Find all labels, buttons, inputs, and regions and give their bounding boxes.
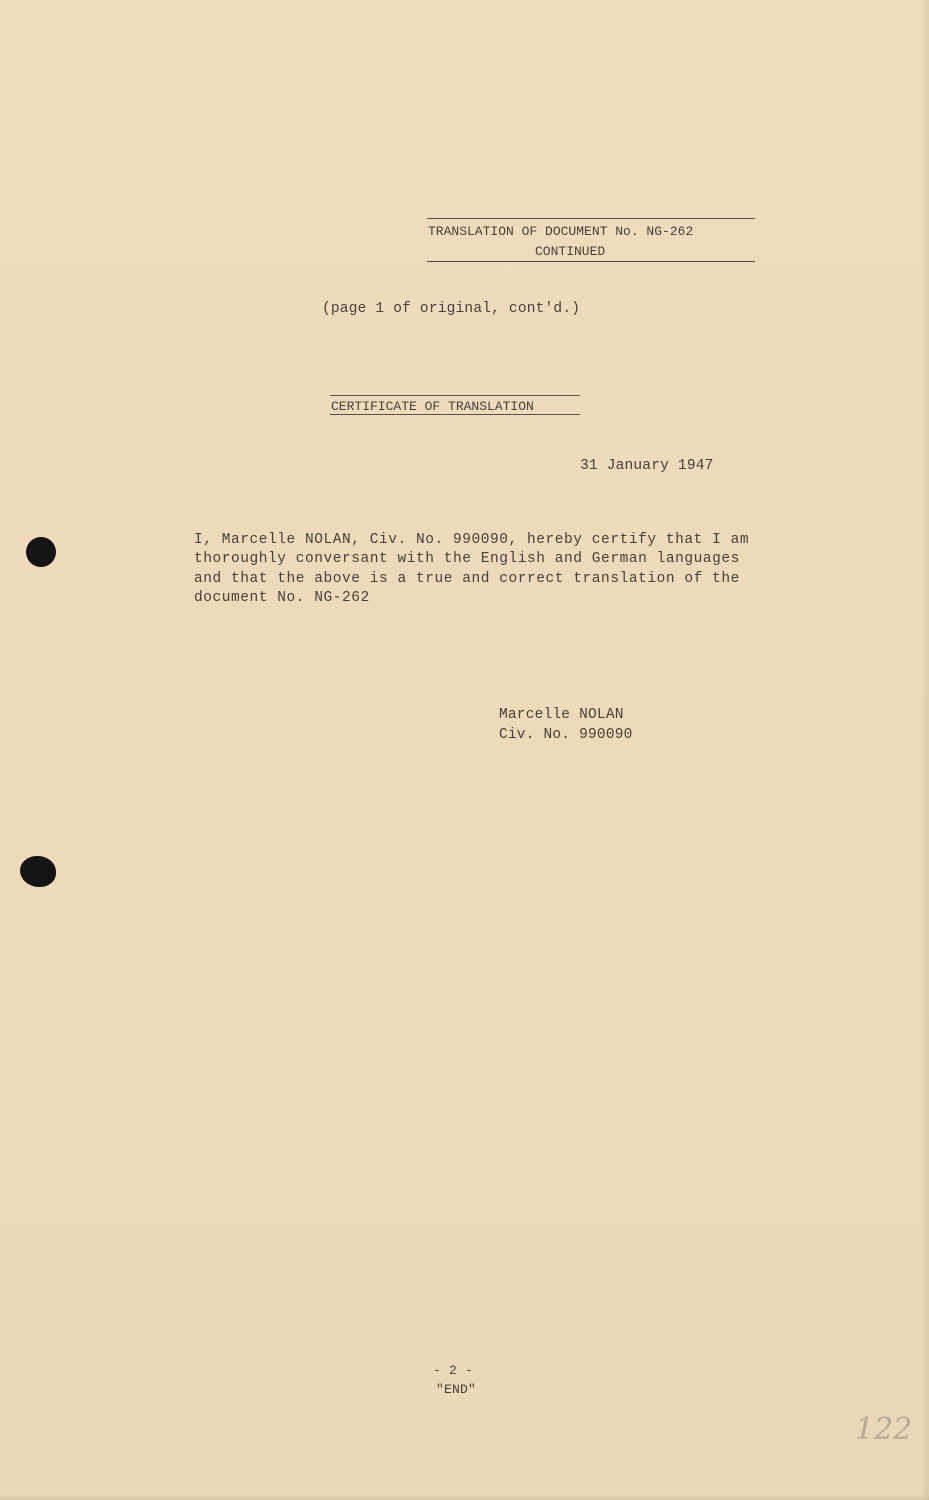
signature-civ-no: Civ. No. 990090: [499, 727, 633, 743]
certificate-top-rule: [330, 395, 580, 396]
punch-hole-top: [26, 537, 56, 567]
header-bottom-rule: [427, 261, 755, 262]
document-title: TRANSLATION OF DOCUMENT No. NG-262: [428, 224, 694, 239]
paper-edge-right: [921, 0, 929, 1500]
header-top-rule: [427, 218, 755, 219]
signature-name: Marcelle NOLAN: [499, 707, 624, 723]
body-line: I, Marcelle NOLAN, Civ. No. 990090, hereby certify that I am: [194, 532, 750, 548]
body-line: and that the above is a true and correct translation of the: [194, 571, 740, 587]
end-mark: "END": [436, 1382, 477, 1397]
certificate-heading: CERTIFICATE OF TRANSLATION: [331, 399, 534, 414]
punch-hole-bottom: [20, 856, 56, 887]
handwritten-page-mark: 122: [855, 1412, 913, 1447]
body-line: document No. NG-262: [194, 590, 370, 606]
page-number: - 2 -: [433, 1363, 474, 1378]
certificate-bottom-rule: [330, 414, 580, 415]
body-line: thoroughly conversant with the English and German languages: [194, 551, 740, 567]
paper-edge-bottom: [0, 1494, 929, 1500]
certificate-date: 31 January 1947: [580, 458, 714, 474]
page-reference: (page 1 of original, cont'd.): [322, 301, 581, 317]
document-subtitle: CONTINUED: [535, 244, 606, 259]
